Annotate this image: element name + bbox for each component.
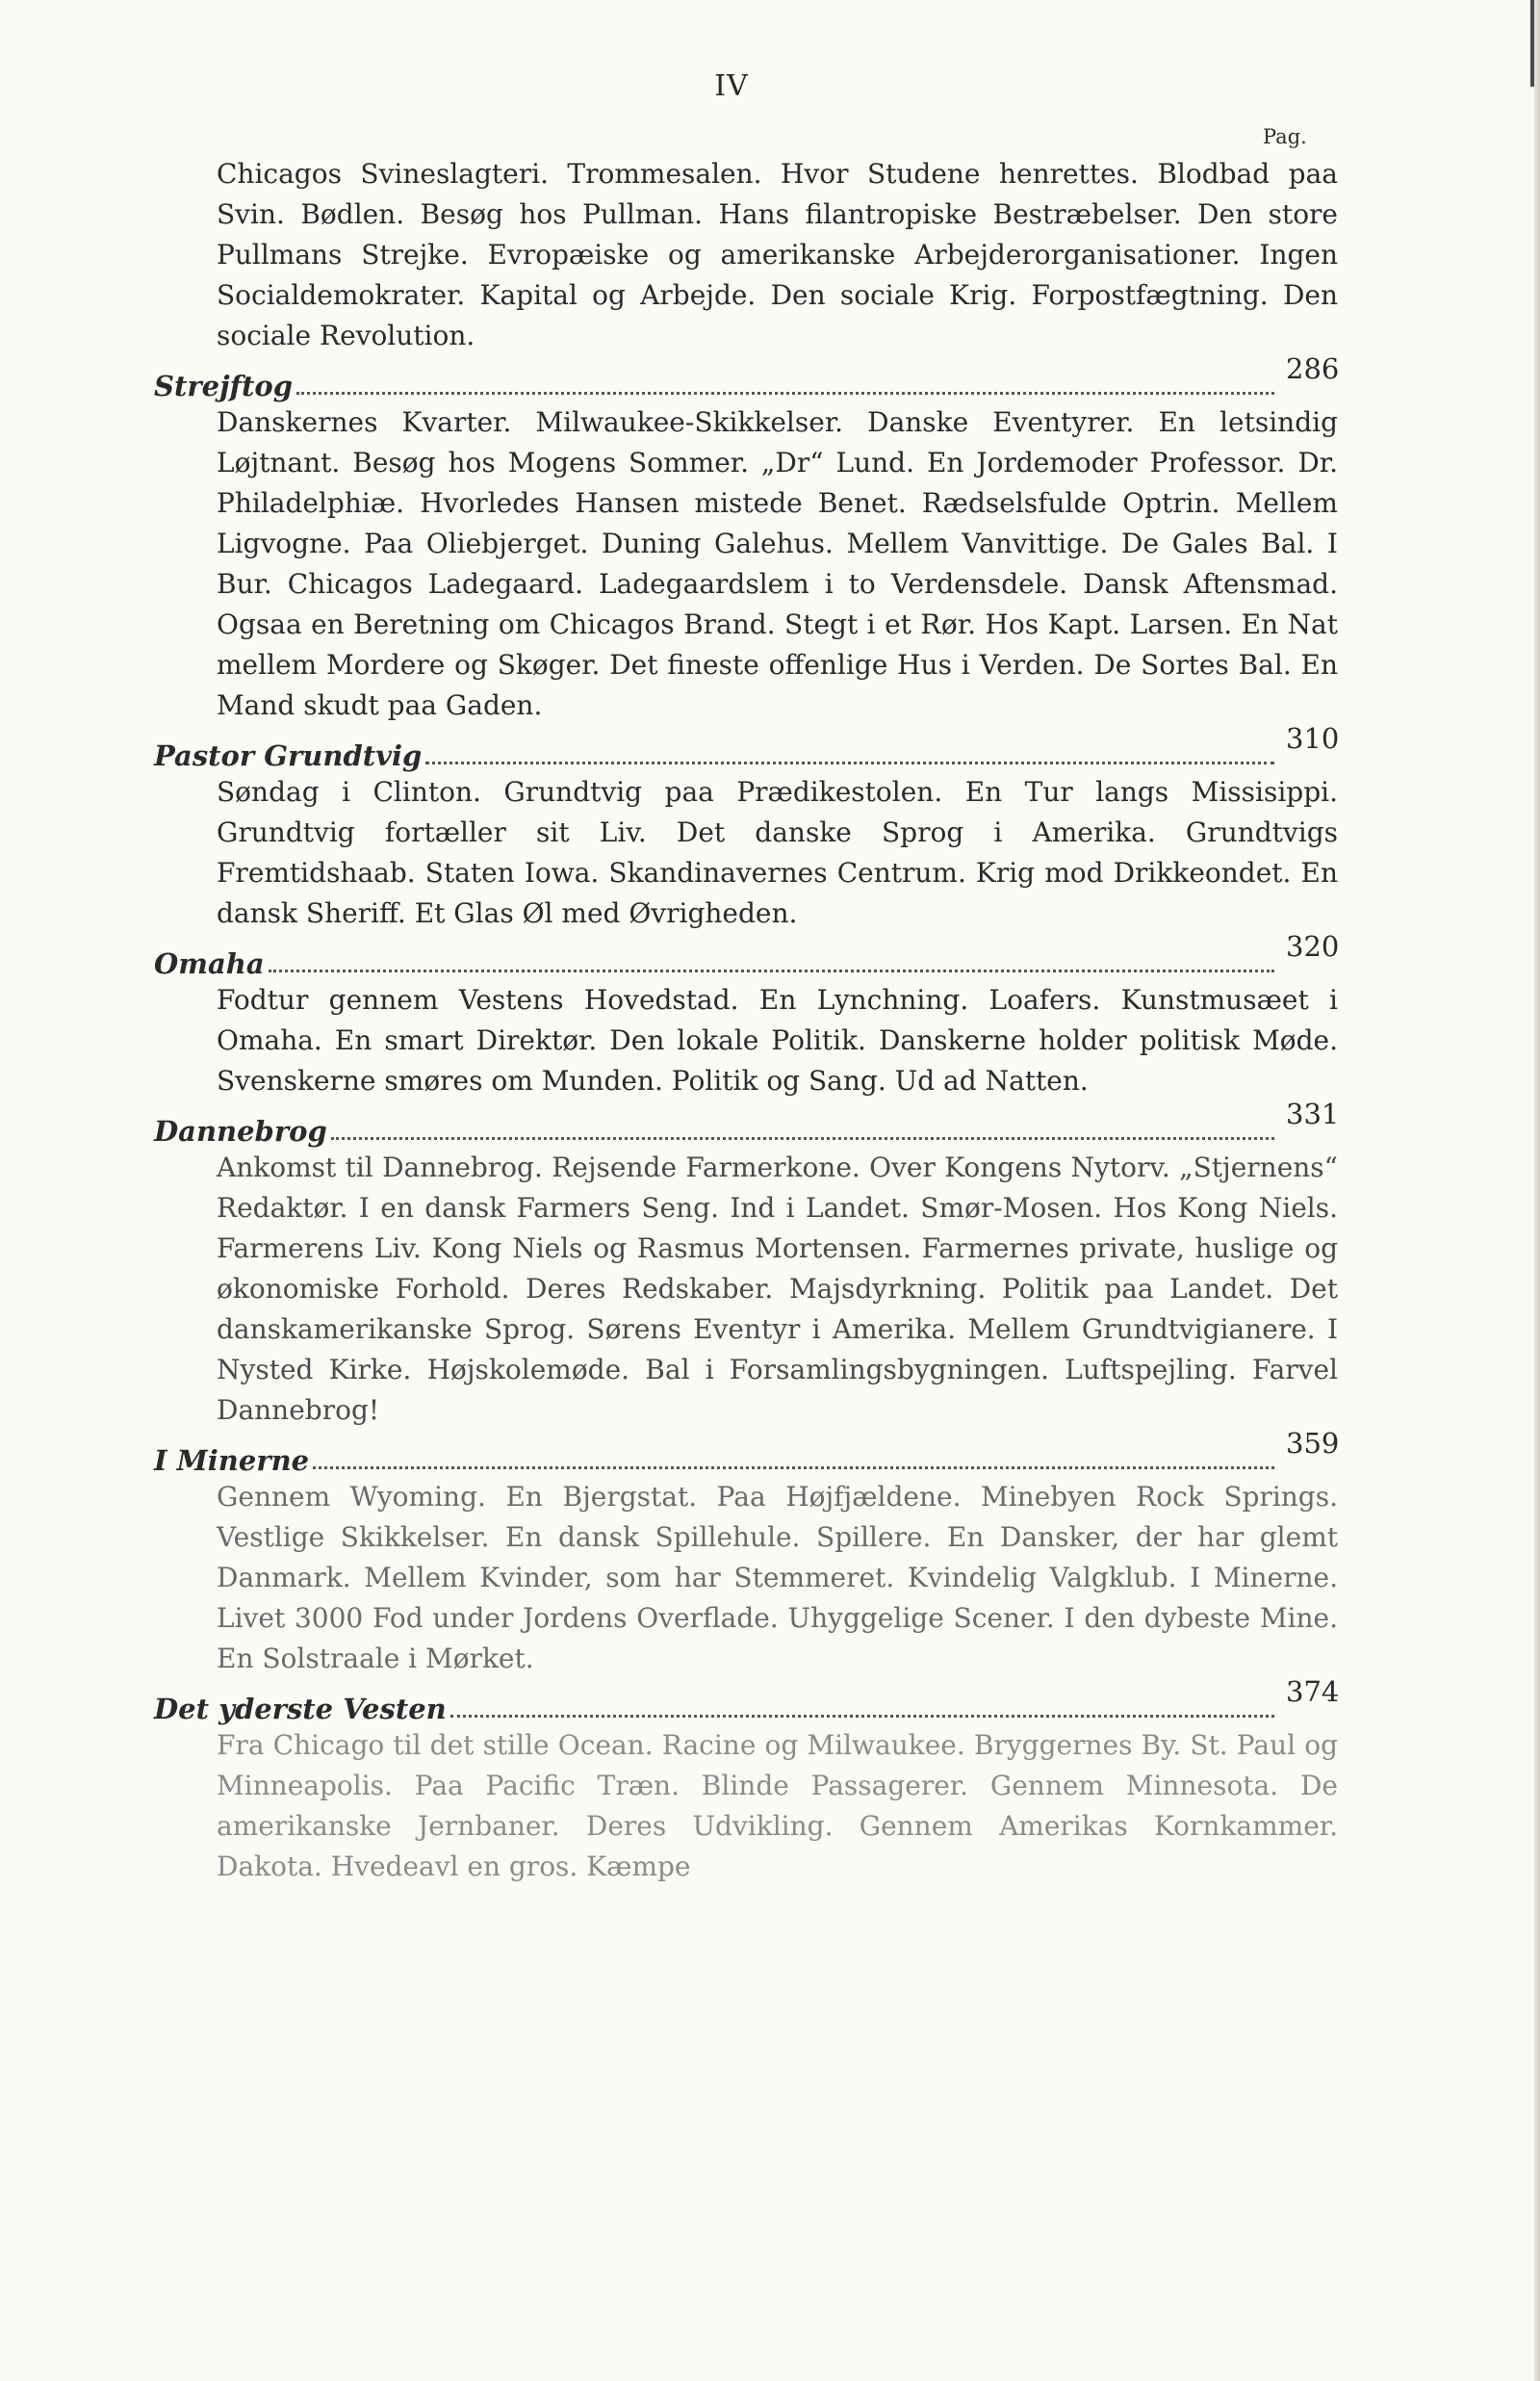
page-edge-mark: [1530, 0, 1534, 87]
dot-leader: [450, 1714, 1274, 1718]
toc-entry-pastor-grundtvig: [154, 722, 1340, 934]
toc-entry-title: Pastor Grundtvig: [154, 739, 423, 772]
toc-entry-heading: [154, 930, 1340, 980]
dot-leader: [313, 1465, 1274, 1469]
toc-entry-description: Danskernes Kvarter. Milwaukee-Skikkelser. Danske Eventyrer. En letsindig Løjtnant. Besøg hos Mogens Sommer. „Dr“ Lund. En Jordemoder Professor. Dr. Philadelphiæ. Hvorledes Hansen mistede Benet. Rædselsfulde Optrin. Mellem Ligvogne. Paa Oliebjerget. Duning Galehus. Mellem Vanvittige. De Gales Bal. I Bur. Chicagos Ladegaard. Ladegaardslem i to Verdensdele. Dansk Aftensmad. Ogsaa en Beretning om Chicagos Brand. Stegt i et Rør. Hos Kapt. Larsen. En Nat mellem Mordere og Skøger. Det fineste offenlige Hus i Verden. De Sortes Bal. En Mand skudt paa Gaden.: [217, 406, 1338, 721]
table-of-contents: [154, 154, 1338, 1887]
toc-entry-description: Søndag i Clinton. Grundtvig paa Prædikestolen. En Tur langs Missisippi. Grundtvig fortæller sit Liv. Det danske Sprog i Amerika. Grundtvigs Fremtidshaab. Staten Iowa. Skandinavernes Centrum. Krig mod Drikkeondet. En dansk Sheriff. Et Glas Øl med Øvrigheden.: [217, 776, 1338, 929]
intro-description: Chicagos Svineslagteri. Trommesalen. Hvor Studene henrettes. Blodbad paa Svin. Bødlen. Besøg hos Pullman. Hans filantropiske Bestræbelser. Den store Pullmans Strejke. Evropæiske og amerikanske Arbejderorganisationer. Ingen Socialdemokrater. Kapital og Arbejde. Den sociale Krig. Forpostfægtning. Den sociale Revolution.: [217, 158, 1338, 351]
toc-entry-title: Strejftog: [154, 370, 294, 402]
toc-entry-title: Omaha: [154, 947, 265, 980]
toc-entry-heading: [154, 1675, 1340, 1725]
toc-entry-title: Dannebrog: [154, 1115, 327, 1148]
toc-entry-page: 320: [1286, 930, 1340, 963]
toc-entry-page: 286: [1286, 352, 1340, 385]
page-folio: IV: [714, 69, 749, 103]
toc-entry-page: 331: [1286, 1098, 1340, 1130]
dot-leader: [269, 969, 1274, 972]
page-edge: [1534, 0, 1540, 2381]
dot-leader: [425, 761, 1274, 764]
toc-entry-page: 374: [1286, 1675, 1340, 1708]
dot-leader: [331, 1136, 1274, 1140]
toc-entry-description: Gennem Wyoming. En Bjergstat. Paa Højfjældene. Minebyen Rock Springs. Vestlige Skikkelser. En dansk Spillehule. Spillere. En Dansker, der har glemt Danmark. Mellem Kvinder, som har Stemmeret. Kvindelig Valgklub. I Minerne. Livet 3000 Fod under Jordens Overflade. Uhyggelige Scener. I den dybeste Mine. En Solstraale i Mørket.: [217, 1481, 1338, 1674]
toc-entry-title: Det yderste Vesten: [154, 1693, 447, 1725]
toc-entry-heading: [154, 722, 1340, 772]
toc-entry-det-yderste-vesten: [154, 1675, 1340, 1887]
toc-entry-page: 310: [1286, 722, 1340, 755]
toc-entry-title: I Minerne: [154, 1444, 310, 1477]
toc-entry-omaha: [154, 930, 1340, 1101]
toc-entry-description: Fodtur gennem Vestens Hovedstad. En Lynchning. Loafers. Kunstmusæet i Omaha. En smart Direktør. Den lokale Politik. Danskerne holder politisk Møde. Svenskerne smøres om Munden. Politik og Sang. Ud ad Natten.: [217, 984, 1338, 1097]
toc-entry-description: Ankomst til Dannebrog. Rejsende Farmerkone. Over Kongens Nytorv. „Stjernens“ Redaktør. I en dansk Farmers Seng. Ind i Landet. Smør-Mosen. Hos Kong Niels. Farmerens Liv. Kong Niels og Rasmus Mortensen. Farmernes private, huslige og økonomiske Forhold. Deres Redskaber. Majsdyrkning. Politik paa Landet. Det danskamerikanske Sprog. Sørens Eventyr i Amerika. Mellem Grundtvigianere. I Nysted Kirke. Højskolemøde. Bal i Forsamlingsbygningen. Luftspejling. Farvel Dannebrog!: [217, 1152, 1338, 1426]
toc-entry-heading: [154, 352, 1340, 402]
dot-leader: [296, 391, 1274, 395]
toc-entry-heading: [154, 1098, 1340, 1148]
toc-entry-page: 359: [1286, 1427, 1340, 1460]
toc-entry-description: Fra Chicago til det stille Ocean. Racine og Milwaukee. Bryggernes By. St. Paul og Minneapolis. Paa Pacific Træn. Blinde Passagerer. Gennem Minnesota. De amerikanske Jernbaner. Deres Udvikling. Gennem Amerikas Kornkammer. Dakota. Hvedeavl en gros. Kæmpe: [217, 1729, 1338, 1882]
toc-entry-dannebrog: [154, 1098, 1340, 1431]
toc-entry-i-minerne: [154, 1427, 1340, 1679]
toc-entry-strejftog: [154, 352, 1340, 726]
toc-entry-heading: [154, 1427, 1340, 1477]
page-column-label: Pag.: [1263, 125, 1307, 148]
